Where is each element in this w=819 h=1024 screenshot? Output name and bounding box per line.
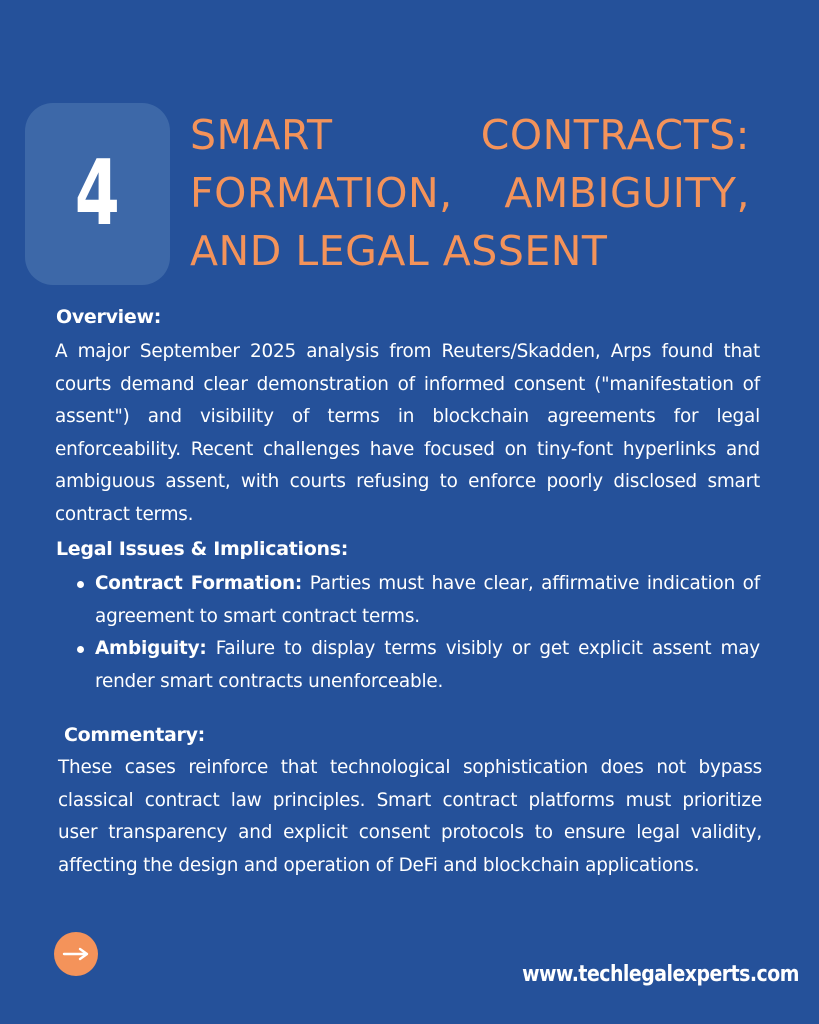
next-button[interactable] [54,932,98,976]
item-term: Ambiguity: [95,638,207,659]
title-line-2: FORMATION, AMBIGUITY, [190,169,750,217]
slide-number-box [25,103,170,285]
commentary-heading: Commentary: [64,724,205,746]
item-term: Contract Formation: [95,573,303,594]
arrow-right-icon [62,947,90,961]
list-item [75,568,760,633]
website-url: www.techlegalexperts.com [522,962,799,987]
bullet-icon [77,581,84,588]
page-title [190,106,750,280]
list-item [75,633,760,698]
title-line-1: SMART CONTRACTS: [190,111,750,159]
item-text: Parties must have clear, affirmative indication of agreement to smart contract terms. [95,573,761,627]
slide-number: 4 [74,141,121,246]
overview-text: A major September 2025 analysis from Reuters/Skadden, Arps found that courts demand clear demonstration of informed consent ("manifestation of assent") and visibility of terms in blockchain agreements for legal enforceability. Recent challenges have focused on tiny-font hyperlinks and ambiguous assent, with courts refusing to enforce poorly disclosed smart contract terms. [55,341,760,525]
commentary-text: These cases reinforce that technological sophistication does not bypass classical contract law principles. Smart contract platforms must prioritize user transparency and explicit consent protocols to ensure legal validity, affecting the design and operation of DeFi and blockchain applications. [58,757,762,876]
item-text: Failure to display terms visibly or get explicit assent may render smart contracts unenforceable. [95,638,760,692]
issues-heading: Legal Issues & Implications: [56,538,349,560]
bullet-icon [77,646,84,653]
title-line-3: AND LEGAL ASSENT [190,227,608,275]
issues-list [75,568,760,698]
overview-heading: Overview: [56,306,162,328]
